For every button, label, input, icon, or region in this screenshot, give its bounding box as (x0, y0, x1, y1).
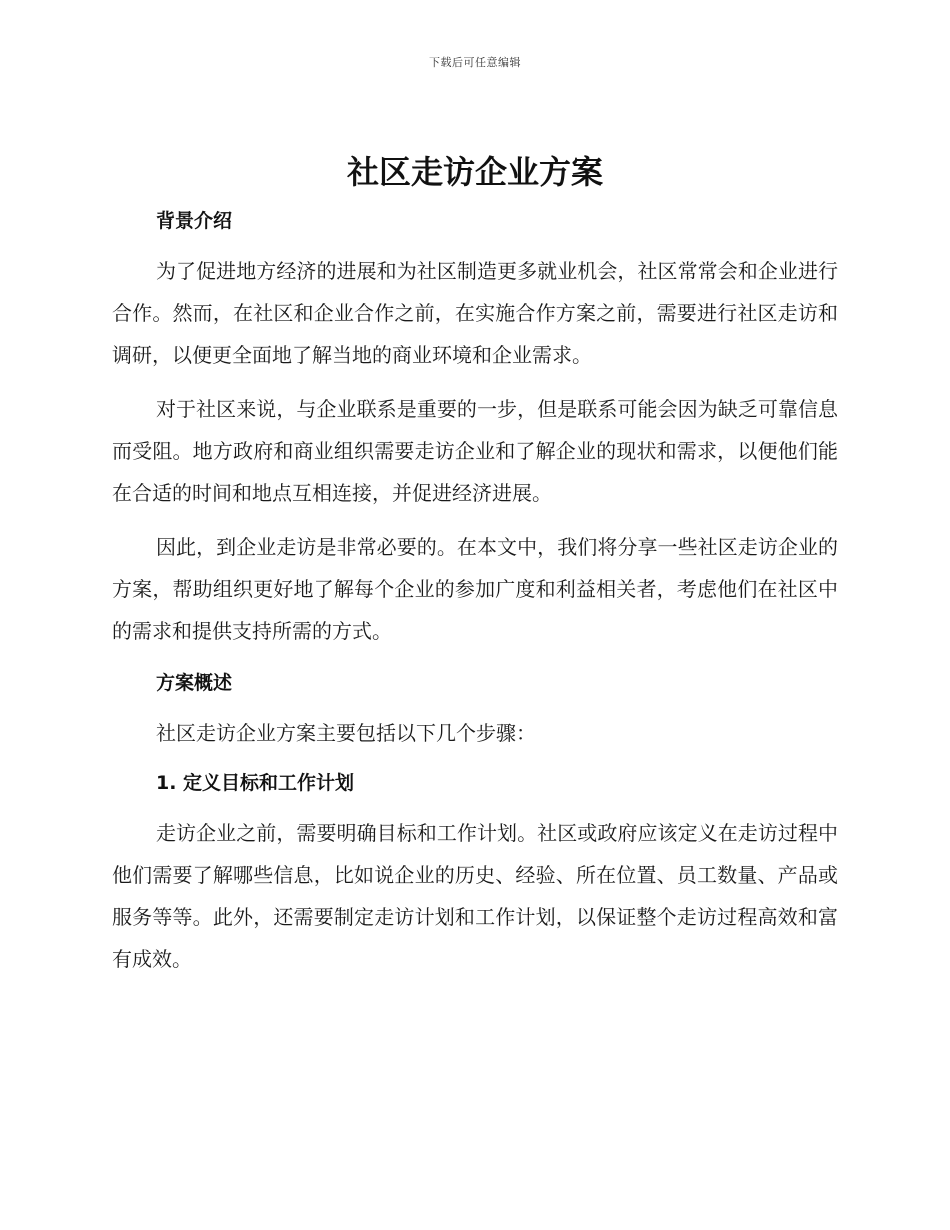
document-title: 社区走访企业方案 (346, 153, 603, 191)
document-body (112, 202, 838, 980)
paragraph: 为了促进地方经济的进展和为社区制造更多就业机会，社区常常会和企业进行合作。然而，在社区和企业合作之前，在实施合作方案之前，需要进行社区走访和调研，以便更全面地了解当地的商业环境和企业需求。 (112, 259, 838, 367)
paragraph: 走访企业之前，需要明确目标和工作计划。社区或政府应该定义在走访过程中他们需要了解哪些信息，比如说企业的历史、经验、所在位置、员工数量、产品或服务等等。此外，还需要制定走访计划和工作计划，以保证整个走访过程高效和富有成效。 (112, 821, 838, 971)
section-heading-overview: 方案概述 (156, 672, 233, 694)
section-heading-background: 背景介绍 (156, 210, 233, 232)
paragraph: 对于社区来说，与企业联系是重要的一步，但是联系可能会因为缺乏可靠信息而受阻。地方政府和商业组织需要走访企业和了解企业的现状和需求，以便他们能在合适的时间和地点互相连接，并促进经济进展。 (112, 397, 838, 505)
section-heading-step-1: 1. 定义目标和工作计划 (156, 772, 355, 794)
paragraph: 因此，到企业走访是非常必要的。在本文中，我们将分享一些社区走访企业的方案，帮助组织更好地了解每个企业的参加广度和利益相关者，考虑他们在社区中的需求和提供支持所需的方式。 (112, 535, 838, 643)
header-note: 下载后可任意编辑 (429, 56, 521, 69)
paragraph: 社区走访企业方案主要包括以下几个步骤： (156, 721, 536, 745)
